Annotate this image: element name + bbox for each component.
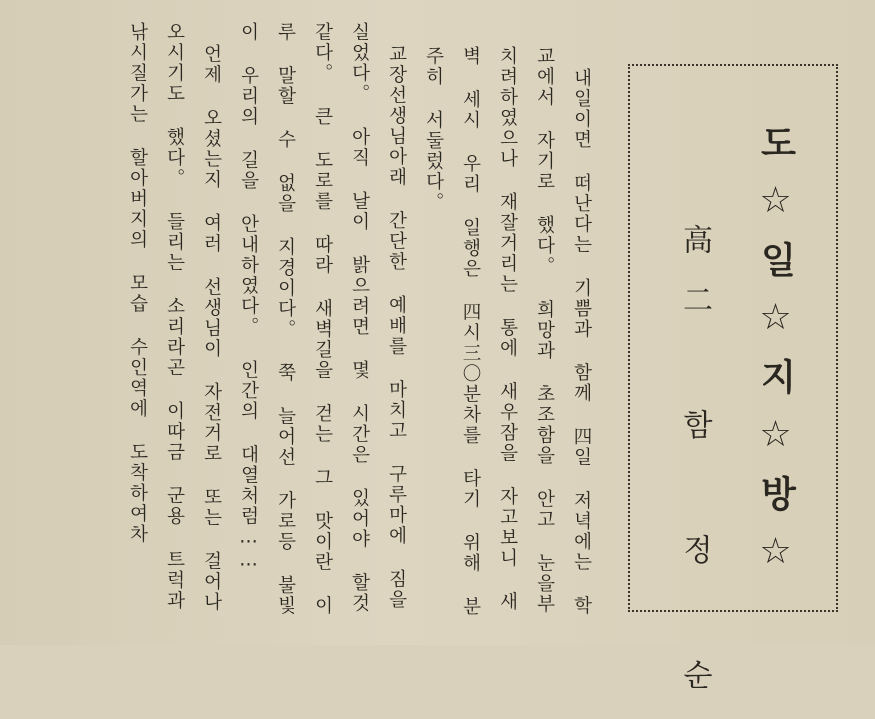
paragraph-1: 내일이면 떠난다는 기쁨과 함께 四일 저녁에는 학교에서 자기로 했다。 희망과 초조함을 안고 눈을부치려하였으나 재잘거리는 통에 새우잠을 자고보니 새벽 세시 우리 일행은 四시三〇분차를 타기 위해 분주히 서둘렀다。: [423, 46, 592, 617]
article-title: 도☆일☆지☆방☆: [755, 124, 796, 592]
article-body: [30, 22, 600, 622]
paragraph-2: 교장선생님아래 간단한 예배를 마치고 구루마에 짐을 실었다。 아직 날이 밝으려면 몇 시간은 있어야 할것 같다。 큰 도로를 따라 새벽길을 걷는 그 맛이란 이루 말할 수 없을 지경이다。 쭉 늘어선 가로등 불빛이 우리의 길을 안내하였다。 인간의 대열처럼……: [238, 22, 407, 616]
title-box: [628, 64, 838, 719]
paragraph-3: 언제 오셨는지 여러 선생님이 자전거로 또는 걸어나오시기도 했다。 들리는 소리라곤 이따금 군용 트럭과 낚시질가는 할아버지의 모습 수인역에 도착하여차: [127, 22, 222, 613]
article-author: 高二 함 정 순: [677, 224, 712, 719]
